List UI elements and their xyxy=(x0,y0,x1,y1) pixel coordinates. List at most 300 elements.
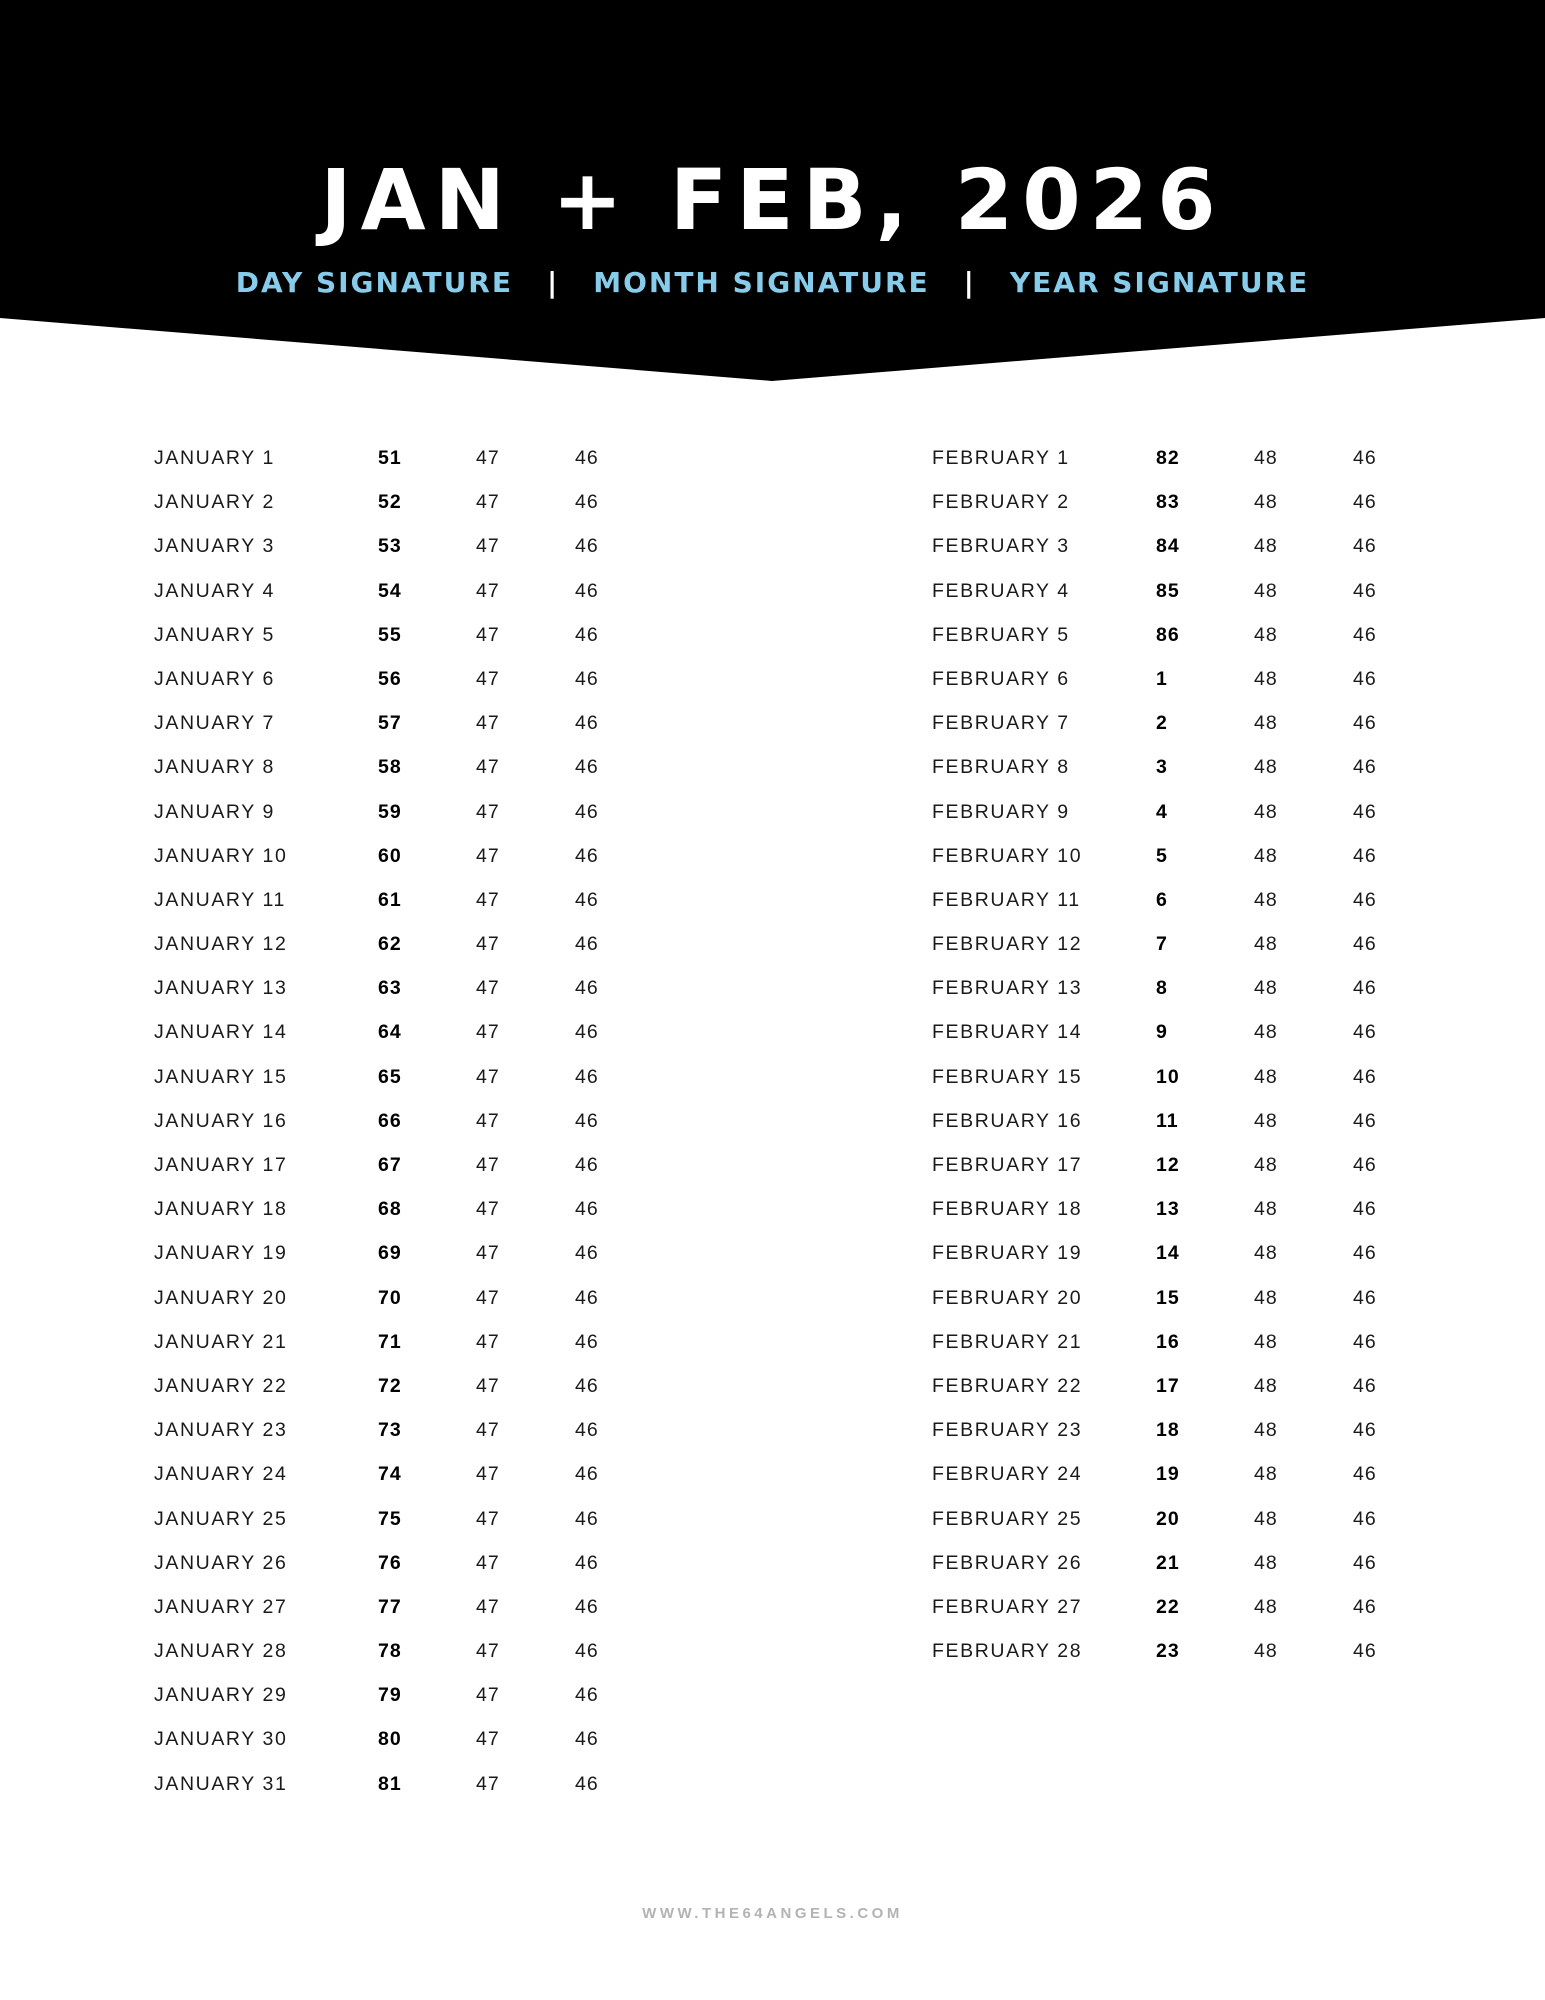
date-label: FEBRUARY 19 xyxy=(932,1242,1083,1265)
date-label: JANUARY 5 xyxy=(154,623,275,646)
date-label: FEBRUARY 20 xyxy=(932,1286,1083,1309)
year-signature-value: 46 xyxy=(575,1507,599,1530)
table-row xyxy=(932,1452,1452,1496)
date-label: JANUARY 26 xyxy=(154,1551,288,1574)
date-label: JANUARY 13 xyxy=(154,977,288,1000)
month-signature-value: 47 xyxy=(476,667,500,690)
date-label: JANUARY 15 xyxy=(154,1065,288,1088)
table-row xyxy=(932,1187,1452,1231)
table-row xyxy=(154,657,674,701)
day-signature-value: 9 xyxy=(1156,1021,1168,1044)
day-signature-value: 55 xyxy=(378,623,402,646)
day-signature-value: 78 xyxy=(378,1640,402,1663)
month-signature-value: 48 xyxy=(1254,756,1278,779)
table-row xyxy=(932,436,1452,480)
day-signature-value: 8 xyxy=(1156,977,1168,1000)
month-signature-value: 47 xyxy=(476,800,500,823)
date-label: FEBRUARY 9 xyxy=(932,800,1070,823)
day-signature-value: 20 xyxy=(1156,1507,1180,1530)
month-signature-value: 47 xyxy=(476,1728,500,1751)
day-signature-value: 59 xyxy=(378,800,402,823)
month-signature-value: 47 xyxy=(476,623,500,646)
day-signature-value: 74 xyxy=(378,1463,402,1486)
month-signature-value: 47 xyxy=(476,1374,500,1397)
year-signature-value: 46 xyxy=(575,1595,599,1618)
day-signature-value: 12 xyxy=(1156,1154,1180,1176)
table-row xyxy=(932,701,1452,745)
table-row xyxy=(932,524,1452,568)
month-signature-value: 47 xyxy=(476,1242,500,1265)
table-row xyxy=(932,1010,1452,1054)
year-signature-value: 46 xyxy=(575,579,599,602)
day-signature-value: 23 xyxy=(1156,1640,1180,1663)
table-row xyxy=(932,1143,1452,1187)
month-signature-value: 48 xyxy=(1254,1595,1278,1618)
month-signature-value: 47 xyxy=(476,1640,500,1663)
day-signature-value: 17 xyxy=(1156,1374,1180,1397)
table-row xyxy=(154,1673,674,1717)
year-signature-value: 46 xyxy=(1353,1640,1377,1663)
month-signature-value: 47 xyxy=(476,1419,500,1442)
website-footer: WWW.THE64ANGELS.COM xyxy=(642,1905,903,1922)
day-signature-value: 4 xyxy=(1156,800,1168,823)
table-row xyxy=(932,834,1452,878)
table-row xyxy=(154,1541,674,1585)
day-signature-value: 72 xyxy=(378,1374,402,1397)
day-signature-value: 79 xyxy=(378,1684,402,1707)
date-label: JANUARY 16 xyxy=(154,1109,288,1132)
date-label: JANUARY 6 xyxy=(154,667,275,690)
month-signature-value: 47 xyxy=(476,844,500,867)
date-label: FEBRUARY 13 xyxy=(932,977,1083,1000)
year-signature-value: 46 xyxy=(1353,1109,1377,1132)
year-signature-value: 46 xyxy=(1353,1021,1377,1044)
year-signature-value: 46 xyxy=(1353,1374,1377,1397)
table-row xyxy=(154,1320,674,1364)
month-signature-value: 48 xyxy=(1254,1065,1278,1088)
day-signature-value: 11 xyxy=(1156,1109,1179,1132)
table-row xyxy=(154,1629,674,1673)
date-label: FEBRUARY 26 xyxy=(932,1551,1083,1574)
month-signature-value: 48 xyxy=(1254,933,1278,956)
date-label: FEBRUARY 14 xyxy=(932,1021,1083,1044)
date-label: JANUARY 20 xyxy=(154,1286,288,1309)
month-signature-value: 47 xyxy=(476,447,500,469)
year-signature-value: 46 xyxy=(575,1154,599,1176)
month-signature-value: 47 xyxy=(476,1021,500,1044)
date-label: FEBRUARY 5 xyxy=(932,623,1070,646)
year-signature-value: 46 xyxy=(1353,1419,1377,1442)
day-signature-value: 58 xyxy=(378,756,402,779)
table-row xyxy=(932,1276,1452,1320)
month-signature-value: 48 xyxy=(1254,1109,1278,1132)
day-signature-value: 80 xyxy=(378,1728,402,1751)
month-signature-value: 47 xyxy=(476,1286,500,1309)
day-signature-value: 67 xyxy=(378,1154,402,1176)
day-signature-value: 66 xyxy=(378,1109,402,1132)
date-label: FEBRUARY 7 xyxy=(932,712,1070,735)
day-signature-value: 16 xyxy=(1156,1330,1180,1353)
year-signature-value: 46 xyxy=(1353,888,1377,911)
day-signature-value: 21 xyxy=(1156,1551,1180,1574)
date-label: FEBRUARY 25 xyxy=(932,1507,1083,1530)
date-label: JANUARY 4 xyxy=(154,579,275,602)
day-signature-value: 83 xyxy=(1156,491,1180,514)
month-signature-value: 48 xyxy=(1254,1330,1278,1353)
date-label: JANUARY 29 xyxy=(154,1684,288,1707)
date-label: FEBRUARY 1 xyxy=(932,447,1070,469)
date-label: JANUARY 19 xyxy=(154,1242,288,1265)
year-signature-value: 46 xyxy=(575,800,599,823)
year-signature-value: 46 xyxy=(575,1021,599,1044)
legend-month-signature: MONTH SIGNATURE xyxy=(593,266,930,299)
table-row xyxy=(932,613,1452,657)
year-signature-value: 46 xyxy=(575,1286,599,1309)
table-row xyxy=(154,569,674,613)
month-signature-value: 47 xyxy=(476,977,500,1000)
table-row xyxy=(154,1276,674,1320)
table-row xyxy=(154,1364,674,1408)
table-row xyxy=(932,745,1452,789)
month-signature-value: 48 xyxy=(1254,1374,1278,1397)
date-label: FEBRUARY 11 xyxy=(932,888,1081,911)
day-signature-value: 69 xyxy=(378,1242,402,1265)
day-signature-value: 1 xyxy=(1156,667,1168,690)
month-signature-value: 48 xyxy=(1254,844,1278,867)
month-signature-value: 48 xyxy=(1254,667,1278,690)
year-signature-value: 46 xyxy=(575,977,599,1000)
table-row xyxy=(154,1187,674,1231)
month-signature-value: 47 xyxy=(476,1154,500,1176)
month-signature-value: 47 xyxy=(476,1507,500,1530)
table-row xyxy=(154,922,674,966)
table-row xyxy=(932,1585,1452,1629)
year-signature-value: 46 xyxy=(575,712,599,735)
month-signature-value: 48 xyxy=(1254,623,1278,646)
table-row xyxy=(154,1055,674,1099)
day-signature-value: 22 xyxy=(1156,1595,1180,1618)
month-signature-value: 48 xyxy=(1254,1551,1278,1574)
table-row xyxy=(154,745,674,789)
date-label: JANUARY 1 xyxy=(154,447,275,469)
year-signature-value: 46 xyxy=(1353,1507,1377,1530)
table-row xyxy=(154,1717,674,1761)
date-label: FEBRUARY 10 xyxy=(932,844,1083,867)
year-signature-value: 46 xyxy=(1353,579,1377,602)
year-signature-value: 46 xyxy=(1353,1330,1377,1353)
year-signature-value: 46 xyxy=(1353,491,1377,514)
date-label: JANUARY 23 xyxy=(154,1419,288,1442)
month-signature-value: 47 xyxy=(476,1109,500,1132)
year-signature-value: 46 xyxy=(1353,623,1377,646)
table-row xyxy=(932,1320,1452,1364)
date-label: JANUARY 21 xyxy=(154,1330,288,1353)
date-label: FEBRUARY 4 xyxy=(932,579,1070,602)
date-label: JANUARY 24 xyxy=(154,1463,288,1486)
table-row xyxy=(154,613,674,657)
year-signature-value: 46 xyxy=(575,933,599,956)
date-label: JANUARY 14 xyxy=(154,1021,288,1044)
date-label: FEBRUARY 16 xyxy=(932,1109,1083,1132)
day-signature-value: 18 xyxy=(1156,1419,1180,1442)
month-signature-value: 48 xyxy=(1254,1021,1278,1044)
page-title: JAN + FEB, 2026 xyxy=(320,151,1225,249)
year-signature-value: 46 xyxy=(575,1330,599,1353)
month-signature-value: 48 xyxy=(1254,712,1278,735)
table-row xyxy=(154,1762,674,1806)
year-signature-value: 46 xyxy=(1353,844,1377,867)
year-signature-value: 46 xyxy=(1353,1154,1377,1176)
table-row xyxy=(154,966,674,1010)
day-signature-value: 63 xyxy=(378,977,402,1000)
month-signature-value: 47 xyxy=(476,1198,500,1221)
month-signature-value: 47 xyxy=(476,1684,500,1707)
month-signature-value: 48 xyxy=(1254,1463,1278,1486)
table-row xyxy=(932,1231,1452,1275)
year-signature-value: 46 xyxy=(575,844,599,867)
month-signature-value: 48 xyxy=(1254,1286,1278,1309)
month-signature-value: 47 xyxy=(476,535,500,558)
day-signature-value: 7 xyxy=(1156,933,1168,956)
table-row xyxy=(154,1010,674,1054)
month-signature-value: 47 xyxy=(476,1551,500,1574)
february-table xyxy=(932,436,1452,1673)
month-signature-value: 47 xyxy=(476,756,500,779)
day-signature-value: 60 xyxy=(378,844,402,867)
date-label: JANUARY 9 xyxy=(154,800,275,823)
month-signature-value: 47 xyxy=(476,1595,500,1618)
month-signature-value: 48 xyxy=(1254,1198,1278,1221)
month-signature-value: 47 xyxy=(476,579,500,602)
table-row xyxy=(154,1231,674,1275)
date-label: JANUARY 10 xyxy=(154,844,288,867)
year-signature-value: 46 xyxy=(575,756,599,779)
year-signature-value: 46 xyxy=(575,1728,599,1751)
year-signature-value: 46 xyxy=(1353,535,1377,558)
date-label: JANUARY 28 xyxy=(154,1640,288,1663)
month-signature-value: 47 xyxy=(476,1772,500,1795)
month-signature-value: 48 xyxy=(1254,977,1278,1000)
month-signature-value: 48 xyxy=(1254,888,1278,911)
month-signature-value: 48 xyxy=(1254,1640,1278,1663)
january-table xyxy=(154,436,674,1806)
date-label: FEBRUARY 28 xyxy=(932,1640,1083,1663)
month-signature-value: 48 xyxy=(1254,535,1278,558)
month-signature-value: 47 xyxy=(476,888,500,911)
date-label: JANUARY 12 xyxy=(154,933,288,956)
year-signature-value: 46 xyxy=(575,623,599,646)
table-row xyxy=(154,1585,674,1629)
day-signature-value: 65 xyxy=(378,1065,402,1088)
year-signature-value: 46 xyxy=(1353,1286,1377,1309)
day-signature-value: 57 xyxy=(378,712,402,735)
date-label: JANUARY 17 xyxy=(154,1154,288,1176)
day-signature-value: 76 xyxy=(378,1551,402,1574)
month-signature-value: 47 xyxy=(476,933,500,956)
day-signature-value: 6 xyxy=(1156,888,1168,911)
day-signature-value: 68 xyxy=(378,1198,402,1221)
month-signature-value: 48 xyxy=(1254,491,1278,514)
table-row xyxy=(932,1497,1452,1541)
month-signature-value: 48 xyxy=(1254,1507,1278,1530)
table-row xyxy=(154,1099,674,1143)
year-signature-value: 46 xyxy=(575,667,599,690)
day-signature-value: 53 xyxy=(378,535,402,558)
legend-year-signature: YEAR SIGNATURE xyxy=(1009,266,1310,299)
table-row xyxy=(154,524,674,568)
date-label: JANUARY 3 xyxy=(154,535,275,558)
day-signature-value: 75 xyxy=(378,1507,402,1530)
legend-separator: | xyxy=(963,266,976,299)
table-row xyxy=(154,1497,674,1541)
year-signature-value: 46 xyxy=(575,888,599,911)
year-signature-value: 46 xyxy=(575,1242,599,1265)
month-signature-value: 48 xyxy=(1254,579,1278,602)
day-signature-value: 10 xyxy=(1156,1065,1180,1088)
year-signature-value: 46 xyxy=(575,1684,599,1707)
date-label: JANUARY 31 xyxy=(154,1772,288,1795)
month-signature-value: 47 xyxy=(476,1065,500,1088)
date-label: JANUARY 25 xyxy=(154,1507,288,1530)
date-label: FEBRUARY 21 xyxy=(932,1330,1083,1353)
table-row xyxy=(932,1099,1452,1143)
year-signature-value: 46 xyxy=(575,1198,599,1221)
table-row xyxy=(154,834,674,878)
table-row xyxy=(154,1452,674,1496)
day-signature-value: 52 xyxy=(378,491,402,514)
date-label: FEBRUARY 3 xyxy=(932,535,1070,558)
year-signature-value: 46 xyxy=(575,1065,599,1088)
year-signature-value: 46 xyxy=(1353,447,1377,469)
year-signature-value: 46 xyxy=(1353,1242,1377,1265)
date-label: FEBRUARY 2 xyxy=(932,491,1070,514)
date-label: JANUARY 7 xyxy=(154,712,275,735)
day-signature-value: 5 xyxy=(1156,844,1168,867)
month-signature-value: 47 xyxy=(476,491,500,514)
day-signature-value: 70 xyxy=(378,1286,402,1309)
date-label: FEBRUARY 17 xyxy=(932,1154,1083,1176)
table-row xyxy=(932,878,1452,922)
day-signature-value: 2 xyxy=(1156,712,1168,735)
legend-day-signature: DAY SIGNATURE xyxy=(235,266,513,299)
year-signature-value: 46 xyxy=(1353,1551,1377,1574)
table-row xyxy=(932,569,1452,613)
table-row xyxy=(154,1408,674,1452)
year-signature-value: 46 xyxy=(1353,667,1377,690)
year-signature-value: 46 xyxy=(575,1109,599,1132)
table-row xyxy=(154,790,674,834)
month-signature-value: 47 xyxy=(476,1463,500,1486)
day-signature-value: 73 xyxy=(378,1419,402,1442)
day-signature-value: 71 xyxy=(378,1330,402,1353)
day-signature-value: 13 xyxy=(1156,1198,1180,1221)
date-label: JANUARY 8 xyxy=(154,756,275,779)
day-signature-value: 15 xyxy=(1156,1286,1180,1309)
year-signature-value: 46 xyxy=(575,1640,599,1663)
year-signature-value: 46 xyxy=(575,1374,599,1397)
month-signature-value: 48 xyxy=(1254,1419,1278,1442)
table-row xyxy=(154,701,674,745)
day-signature-value: 77 xyxy=(378,1595,402,1618)
day-signature-value: 51 xyxy=(378,447,402,469)
month-signature-value: 48 xyxy=(1254,447,1278,469)
day-signature-value: 19 xyxy=(1156,1463,1180,1486)
table-row xyxy=(932,657,1452,701)
signature-legend xyxy=(0,263,1545,303)
day-signature-value: 82 xyxy=(1156,447,1180,469)
date-label: FEBRUARY 22 xyxy=(932,1374,1083,1397)
table-row xyxy=(154,1143,674,1187)
table-row xyxy=(154,436,674,480)
month-signature-value: 48 xyxy=(1254,800,1278,823)
date-label: JANUARY 18 xyxy=(154,1198,288,1221)
day-signature-value: 14 xyxy=(1156,1242,1180,1265)
day-signature-value: 81 xyxy=(378,1772,402,1795)
date-label: FEBRUARY 27 xyxy=(932,1595,1083,1618)
date-label: JANUARY 27 xyxy=(154,1595,288,1618)
day-signature-value: 84 xyxy=(1156,535,1180,558)
month-signature-value: 48 xyxy=(1254,1242,1278,1265)
year-signature-value: 46 xyxy=(575,1772,599,1795)
table-row xyxy=(932,1629,1452,1673)
table-row xyxy=(154,878,674,922)
day-signature-value: 62 xyxy=(378,933,402,956)
date-label: JANUARY 11 xyxy=(154,888,286,911)
date-label: JANUARY 22 xyxy=(154,1374,288,1397)
year-signature-value: 46 xyxy=(1353,712,1377,735)
date-label: FEBRUARY 18 xyxy=(932,1198,1083,1221)
year-signature-value: 46 xyxy=(1353,800,1377,823)
table-row xyxy=(932,790,1452,834)
date-label: FEBRUARY 24 xyxy=(932,1463,1083,1486)
year-signature-value: 46 xyxy=(575,1419,599,1442)
day-signature-value: 86 xyxy=(1156,623,1180,646)
month-signature-value: 48 xyxy=(1254,1154,1278,1176)
year-signature-value: 46 xyxy=(1353,1198,1377,1221)
table-row xyxy=(932,922,1452,966)
date-label: FEBRUARY 23 xyxy=(932,1419,1083,1442)
year-signature-value: 46 xyxy=(575,447,599,469)
table-row xyxy=(932,1541,1452,1585)
table-row xyxy=(932,1364,1452,1408)
month-signature-value: 47 xyxy=(476,712,500,735)
date-label: FEBRUARY 6 xyxy=(932,667,1070,690)
day-signature-value: 56 xyxy=(378,667,402,690)
year-signature-value: 46 xyxy=(1353,977,1377,1000)
day-signature-value: 54 xyxy=(378,579,402,602)
date-label: JANUARY 30 xyxy=(154,1728,288,1751)
legend-separator: | xyxy=(547,266,560,299)
year-signature-value: 46 xyxy=(1353,1463,1377,1486)
table-row xyxy=(154,480,674,524)
table-row xyxy=(932,966,1452,1010)
day-signature-value: 85 xyxy=(1156,579,1180,602)
year-signature-value: 46 xyxy=(1353,756,1377,779)
year-signature-value: 46 xyxy=(1353,1595,1377,1618)
year-signature-value: 46 xyxy=(1353,933,1377,956)
date-label: FEBRUARY 12 xyxy=(932,933,1083,956)
table-row xyxy=(932,480,1452,524)
day-signature-value: 64 xyxy=(378,1021,402,1044)
year-signature-value: 46 xyxy=(575,1551,599,1574)
year-signature-value: 46 xyxy=(1353,1065,1377,1088)
year-signature-value: 46 xyxy=(575,535,599,558)
year-signature-value: 46 xyxy=(575,491,599,514)
year-signature-value: 46 xyxy=(575,1463,599,1486)
table-row xyxy=(932,1055,1452,1099)
day-signature-value: 3 xyxy=(1156,756,1168,779)
date-label: JANUARY 2 xyxy=(154,491,275,514)
